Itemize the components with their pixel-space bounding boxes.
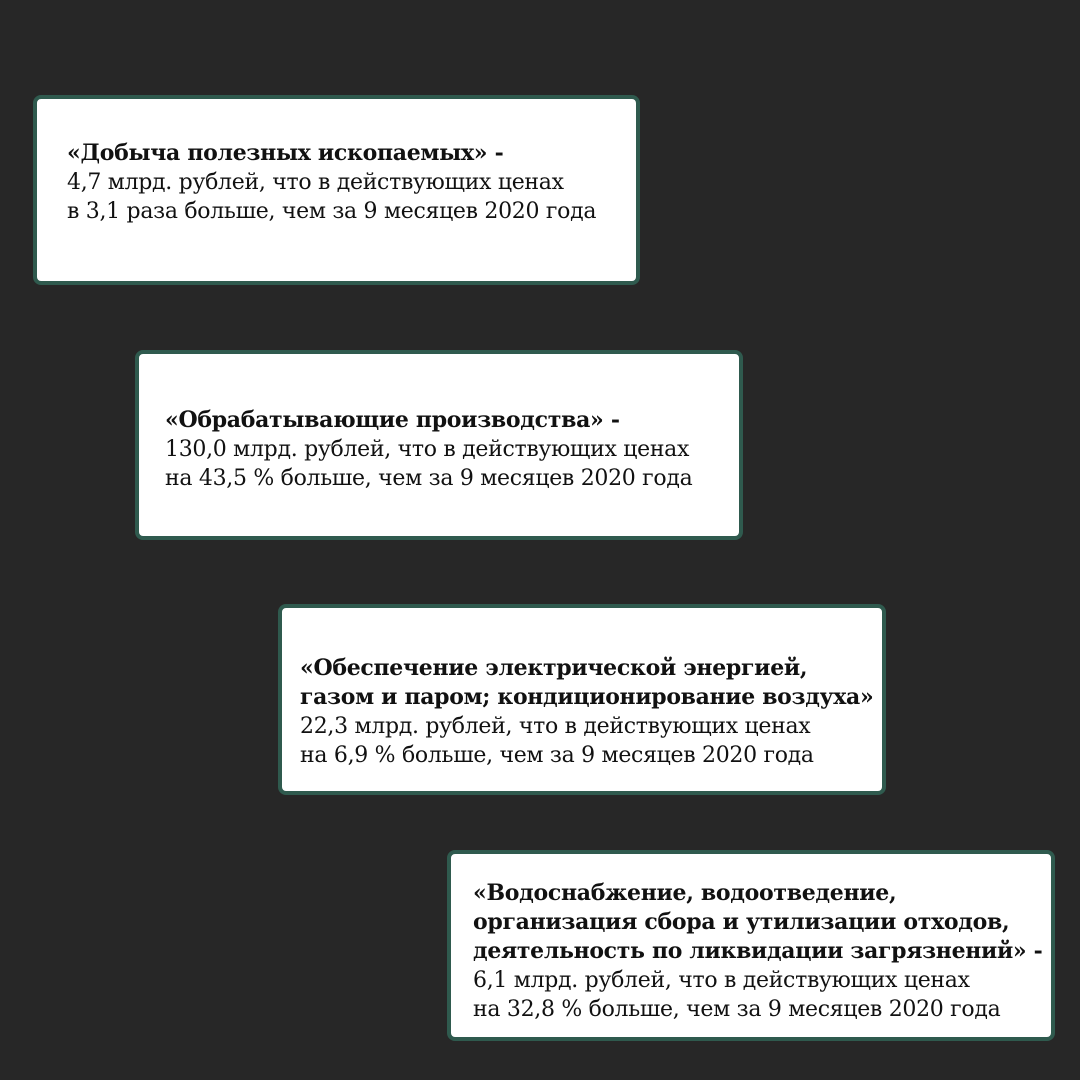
card-title-line: газом и паром; кондиционирование воздуха» [300,684,874,710]
card-title-line: организация сбора и утилизации отходов, [473,909,1010,935]
card-text-line: на 32,8 % больше, чем за 9 месяцев 2020 года [473,997,1001,1022]
card-text-line: 4,7 млрд. рублей, что в действующих ценах [67,170,564,195]
card-text-line: 130,0 млрд. рублей, что в действующих ценах [165,437,690,462]
card-title-line: деятельность по ликвидации загрязнений» - [473,938,1043,964]
card-title-line: «Обеспечение электрической энергией, [300,655,808,681]
card-text-line: 6,1 млрд. рублей, что в действующих ценах [473,968,970,993]
card-energy [278,604,886,795]
card-text-line: на 43,5 % больше, чем за 9 месяцев 2020 года [165,466,693,491]
card-title-line: «Добыча полезных ископаемых» - [67,140,504,166]
card-manufacturing [135,350,743,540]
card-title-line: «Водоснабжение, водоотведение, [473,880,897,906]
card-mining [33,95,640,285]
card-title-line: «Обрабатывающие производства» - [165,407,620,433]
card-text-line: 22,3 млрд. рублей, что в действующих ценах [300,714,811,739]
card-text-line: на 6,9 % больше, чем за 9 месяцев 2020 года [300,743,814,768]
card-water-supply [447,850,1055,1041]
card-text-line: в 3,1 раза больше, чем за 9 месяцев 2020 года [67,199,597,224]
